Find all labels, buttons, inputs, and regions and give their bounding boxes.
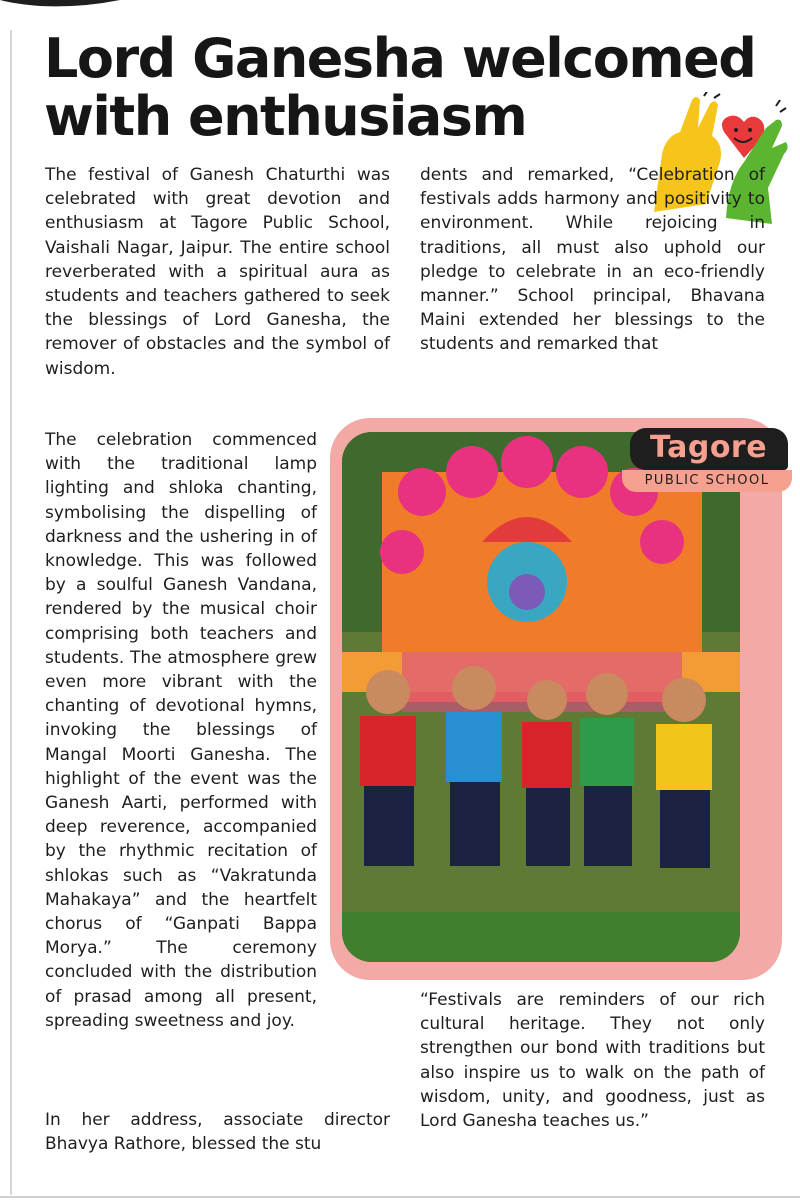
headline: Lord Ganesha welcomed with enthusiasm xyxy=(44,27,756,148)
top-decorative-arc xyxy=(0,0,120,8)
left-margin-rule xyxy=(10,30,12,1195)
paragraph-director-quote: dents and remarked, “Celebration of festivals adds harmony and positivity to environment. While rejoicing in traditions, all must also uphold our pledge to celebrate in an eco-friendly manner.” School principal, Bhavana Maini extended her blessings to the students and remarked that xyxy=(420,165,765,355)
event-photo xyxy=(342,432,740,962)
paragraph-intro: The festival of Ganesh Chaturthi was celebrated with great devotion and enthusiasm at Tagore Public School, Vaishali Nagar, Jaipur. The entire school reverberated with a spiritual aura as students and teachers gathered to seek the blessings of Lord Ganesha, the remover of obstacles and the symbol of wisdom. xyxy=(45,165,390,379)
right-column-bottom xyxy=(420,988,765,1133)
left-column-top xyxy=(45,163,390,381)
badge-subtitle: PUBLIC SCHOOL xyxy=(622,470,792,492)
paragraph-principal-quote: “Festivals are reminders of our rich cultural heritage. They not only strengthen our bond with traditions but also inspire us to walk on the path of wisdom, unity, and goodness, just as Lord Ganesha teaches us.” xyxy=(420,990,765,1132)
paragraph-celebration: The celebration commenced with the traditional lamp lighting and shloka chanting, symbolising the dispelling of darkness and the ushering in of knowledge. This was followed by a soulful Ganesh Vandana, rendered by the musical choir comprising both teachers and students. The atmosphere grew even more vibrant with the chanting of devotional hymns, invoking the blessings of Mangal Moorti Ganesha. The highlight of the event was the Ganesh Aarti, performed with deep reverence, accompanied by the rhythmic recitation of shlokas such as “Vakratunda Mahakaya” and the heartfelt chorus of “Ganpati Bappa Morya.” The ceremony concluded with the distribution of prasad among all present, spreading sweetness and joy. xyxy=(45,430,317,1031)
school-badge xyxy=(622,428,792,494)
left-column-narrow xyxy=(45,428,317,1033)
badge-title-panel xyxy=(630,428,788,470)
photo-illustration xyxy=(342,432,740,962)
right-column-top xyxy=(420,163,765,357)
bottom-margin-rule xyxy=(0,1196,800,1198)
badge-title: Tagore xyxy=(650,430,768,465)
paragraph-address: In her address, associate director Bhavya Rathore, blessed the stu xyxy=(45,1110,390,1155)
left-column-bottom xyxy=(45,1108,390,1156)
